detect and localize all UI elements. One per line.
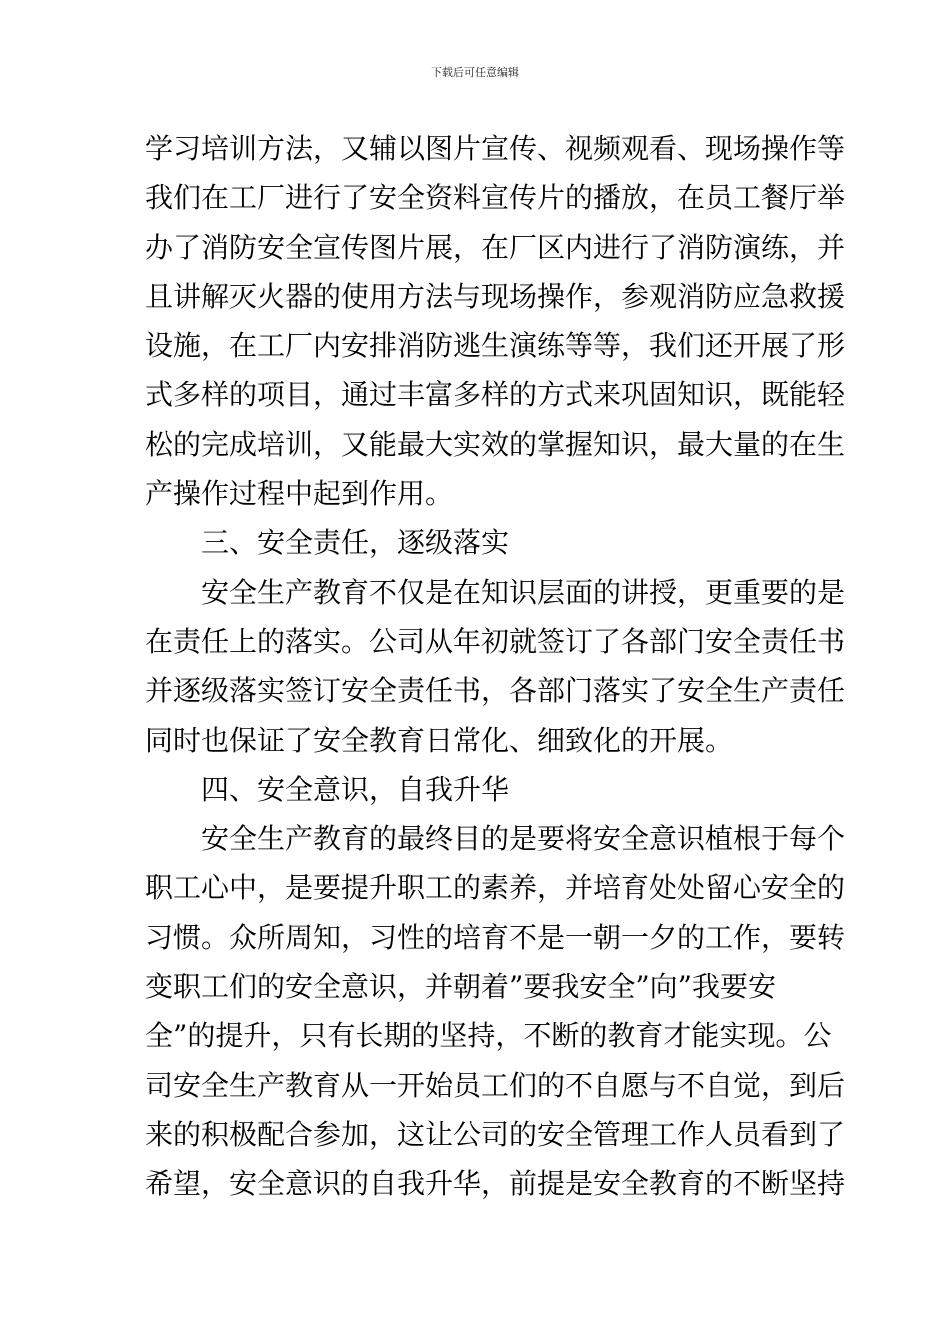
body-text-line: 且讲解灭火器的使用方法与现场操作，参观消防应急救援	[145, 279, 846, 313]
body-text-line: 产操作过程中起到作用。	[145, 477, 454, 511]
body-text-line: 职工心中，是要提升职工的素养，并培育处处留心安全的	[145, 871, 846, 905]
document-body	[145, 124, 846, 1209]
body-text-line: 我们在工厂进行了安全资料宣传片的播放，在员工餐厅举	[145, 181, 846, 215]
body-text-line: 在责任上的落实。公司从年初就签订了各部门安全责任书	[145, 624, 846, 658]
body-text-line: 全”的提升，只有长期的坚持，不断的教育才能实现。公	[145, 1019, 832, 1053]
body-text-line: 办了消防安全宣传图片展，在厂区内进行了消防演练，并	[145, 230, 846, 264]
body-text-line: 设施，在工厂内安排消防逃生演练等等，我们还开展了形	[145, 329, 846, 363]
body-text-line: 学习培训方法，又辅以图片宣传、视频观看、现场操作等	[145, 132, 846, 165]
body-text-line: 安全生产教育不仅是在知识层面的讲授，更重要的是	[201, 575, 846, 609]
page-header: 下载后可任意编辑	[431, 66, 519, 79]
body-text-line: 式多样的项目，通过丰富多样的方式来巩固知识，既能轻	[145, 378, 846, 412]
body-text-line: 并逐级落实签订安全责任书，各部门落实了安全生产责任	[145, 674, 846, 708]
body-text-line: 来的积极配合参加，这让公司的安全管理工作人员看到了	[145, 1117, 846, 1151]
body-text-line: 松的完成培训，又能最大实效的掌握知识，最大量的在生	[145, 427, 846, 461]
body-text-line: 司安全生产教育从一开始员工们的不自愿与不自觉，到后	[145, 1068, 846, 1102]
body-text-line: 习惯。众所周知，习性的培育不是一朝一夕的工作，要转	[145, 920, 846, 954]
body-text-line: 变职工们的安全意识，并朝着”要我安全”向”我要安	[145, 970, 776, 1004]
section-heading: 三、安全责任，逐级落实	[201, 526, 510, 560]
body-text-line: 安全生产教育的最终目的是要将安全意识植根于每个	[201, 822, 846, 856]
body-text-line: 希望，安全意识的自我升华，前提是安全教育的不断坚持	[145, 1167, 846, 1201]
section-heading: 四、安全意识，自我升华	[201, 772, 510, 806]
body-text-line: 同时也保证了安全教育日常化、细致化的开展。	[145, 723, 734, 757]
